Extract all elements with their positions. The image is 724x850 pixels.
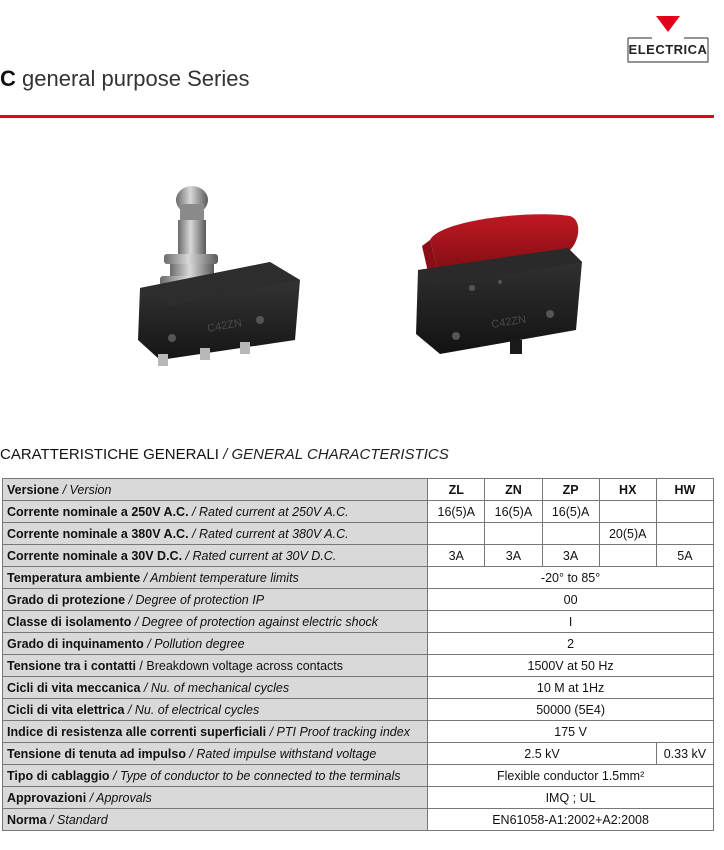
row-label-it: Indice di resistenza alle correnti superficiali [7,724,267,739]
row-label-it: Tipo di cablaggio [7,768,110,783]
table-row [3,721,714,743]
table-cell: 00 [428,589,714,611]
row-label-en: Degree of protection against electric shock [141,614,379,629]
row-label-it: Cicli di vita meccanica [7,680,141,695]
row-label-it: Temperatura ambiente [7,570,141,585]
col-header-hx: HX [599,479,656,501]
section-title-en: GENERAL CHARACTERISTICS [231,446,449,463]
table-cell: 5A [656,545,713,567]
table-row [3,787,714,809]
row-label-en: Type of conductor to be connected to the terminals [119,768,401,783]
table-row [3,765,714,787]
row-label-it: Approvazioni [7,790,87,805]
table-row [3,699,714,721]
section-heading [0,446,449,463]
row-label-it: Grado di protezione [7,592,126,607]
row-label-it: Corrente nominale a 380V A.C. [7,526,189,541]
table-cell: 50000 (5E4) [428,699,714,721]
section-sep: / [218,446,232,463]
table-cell: 0.33 kV [656,743,713,765]
row-label-it: Norma [7,812,47,827]
table-cell: 3A [542,545,599,567]
section-title-it: CARATTERISTICHE GENERALI [0,446,219,463]
row-label-it: Classe di isolamento [7,614,132,629]
col-header-hw: HW [656,479,713,501]
svg-text:C42ZN: C42ZN [490,313,527,331]
table-row [3,743,714,765]
row-label: Tipo di cablaggio / Type of conductor to be connected to the terminals [3,765,428,787]
col-header-zl: ZL [428,479,485,501]
table-row [3,589,714,611]
header-label: Versione / Version [3,479,428,501]
row-label: Norma / Standard [3,809,428,831]
table-cell: 2.5 kV [428,743,657,765]
row-label-en: Rated impulse withstand voltage [196,746,377,761]
row-label-en: PTI Proof tracking index [276,724,410,739]
table-cell: 3A [428,545,485,567]
characteristics-table [2,478,714,831]
table-cell [656,501,713,523]
row-label: Cicli di vita elettrica / Nu. of electrical cycles [3,699,428,721]
table-cell [542,523,599,545]
table-cell [428,523,485,545]
row-label-it: Corrente nominale a 30V D.C. [7,548,183,563]
electrica-logo [622,14,714,64]
page-title [0,66,249,92]
table-row [3,655,714,677]
row-label-en: Ambient temperature limits [150,570,299,585]
row-label: Indice di resistenza alle correnti superficiali / PTI Proof tracking index [3,721,428,743]
table-cell [656,523,713,545]
row-label-en: Standard [57,812,108,827]
row-label: Temperatura ambiente / Ambient temperature limits [3,567,428,589]
red-lever-microswitch-image [400,200,600,370]
table-cell: 16(5)A [485,501,542,523]
table-cell [599,545,656,567]
title-divider [0,115,714,118]
table-row [3,501,714,523]
row-label-it: Cicli di vita elettrica [7,702,125,717]
logo-text: ELECTRICA [628,42,708,57]
row-label: Corrente nominale a 30V D.C. / Rated current at 30V D.C. [3,545,428,567]
table-row [3,545,714,567]
row-label-it: Grado di inquinamento [7,636,144,651]
table-row [3,677,714,699]
col-header-zp: ZP [542,479,599,501]
table-cell: 3A [485,545,542,567]
svg-text:C42ZN: C42ZN [206,317,243,335]
row-label-it: Tensione tra i contatti [7,658,136,673]
row-label: Corrente nominale a 250V A.C. / Rated current at 250V A.C. [3,501,428,523]
col-header-zn: ZN [485,479,542,501]
row-label-en: Rated current at 30V D.C. [192,548,337,563]
row-label-en: Rated current at 250V A.C. [198,504,349,519]
row-label: Tensione tra i contatti / Breakdown voltage across contacts [3,655,428,677]
row-label-en: Degree of protection IP [135,592,265,607]
table-cell: 1500V at 50 Hz [428,655,714,677]
table-cell [599,501,656,523]
row-label: Corrente nominale a 380V A.C. / Rated current at 380V A.C. [3,523,428,545]
table-cell: 20(5)A [599,523,656,545]
table-row [3,633,714,655]
table-cell: I [428,611,714,633]
roller-plunger-microswitch-image [130,170,310,370]
table-row [3,611,714,633]
row-label: Grado di inquinamento / Pollution degree [3,633,428,655]
table-header-row [3,479,714,501]
table-cell: Flexible conductor 1.5mm² [428,765,714,787]
table-cell: IMQ ; UL [428,787,714,809]
table-cell: 2 [428,633,714,655]
table-row [3,567,714,589]
table-cell: 10 M at 1Hz [428,677,714,699]
row-label-en: Rated current at 380V A.C. [198,526,349,541]
row-label: Classe di isolamento / Degree of protection against electric shock [3,611,428,633]
row-label-it: Corrente nominale a 250V A.C. [7,504,189,519]
table-cell: 16(5)A [542,501,599,523]
row-label: Approvazioni / Approvals [3,787,428,809]
table-row [3,523,714,545]
row-label-en: Pollution degree [154,636,245,651]
row-label-en: Approvals [96,790,152,805]
title-prefix: C [0,66,16,91]
row-label: Cicli di vita meccanica / Nu. of mechanical cycles [3,677,428,699]
table-cell: 16(5)A [428,501,485,523]
header-label-it: Versione [7,482,60,497]
title-rest: general purpose Series [15,66,250,91]
table-row [3,809,714,831]
table-cell: EN61058-A1:2002+A2:2008 [428,809,714,831]
header-label-en: Version [69,482,112,497]
row-label: Grado di protezione / Degree of protection IP [3,589,428,611]
row-label-en: Breakdown voltage across contacts [146,658,344,673]
row-label-en: Nu. of mechanical cycles [150,680,290,695]
table-cell: 175 V [428,721,714,743]
row-label-en: Nu. of electrical cycles [134,702,260,717]
table-cell: -20° to 85° [428,567,714,589]
row-label-it: Tensione di tenuta ad impulso [7,746,186,761]
row-label: Tensione di tenuta ad impulso / Rated impulse withstand voltage [3,743,428,765]
table-cell [485,523,542,545]
